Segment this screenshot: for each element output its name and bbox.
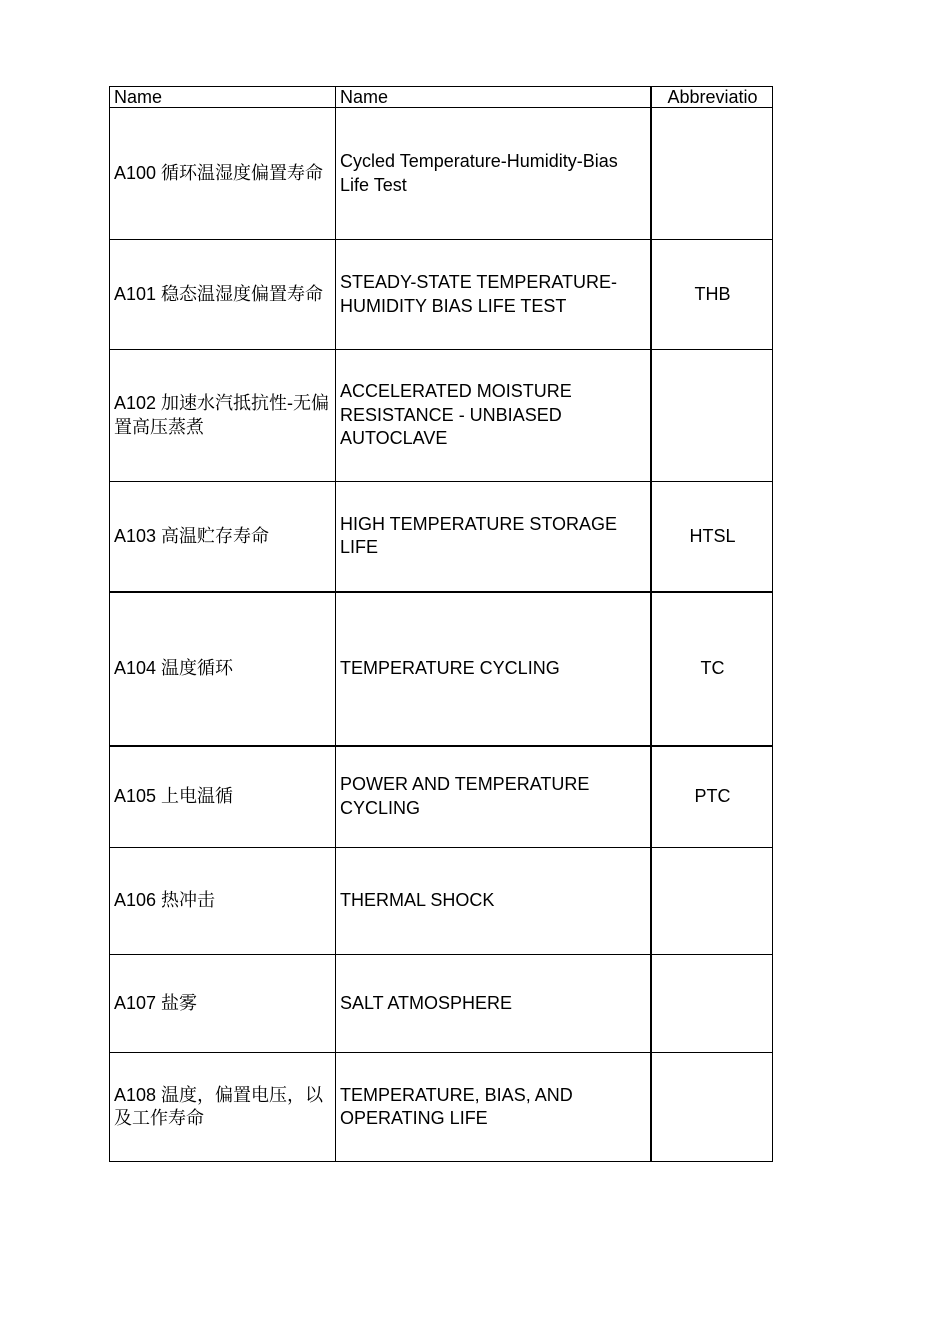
cell-name-cn: A108 温度，偏置电压，以及工作寿命 xyxy=(110,1053,336,1162)
table-row xyxy=(110,350,773,482)
header-cell-name-cn: Name xyxy=(110,87,336,108)
cell-name-en: TEMPERATURE, BIAS, AND OPERATING LIFE xyxy=(336,1053,652,1162)
cell-name-cn: A101 稳态温湿度偏置寿命 xyxy=(110,240,336,350)
cell-name-en: TEMPERATURE CYCLING xyxy=(336,592,652,746)
cell-abbreviation xyxy=(651,955,773,1053)
spreadsheet-table xyxy=(109,86,758,1162)
cell-abbreviation xyxy=(651,848,773,955)
cell-name-en: ACCELERATED MOISTURE RESISTANCE - UNBIASED AUTOCLAVE xyxy=(336,350,652,482)
header-row xyxy=(110,87,773,108)
table-row xyxy=(110,108,773,240)
cell-name-en: THERMAL SHOCK xyxy=(336,848,652,955)
cell-name-cn: A103 高温贮存寿命 xyxy=(110,482,336,592)
cell-name-cn: A107 盐雾 xyxy=(110,955,336,1053)
test-methods-table xyxy=(109,86,773,1162)
cell-name-en: STEADY-STATE TEMPERATURE-HUMIDITY BIAS LIFE TEST xyxy=(336,240,652,350)
cell-name-en: POWER AND TEMPERATURE CYCLING xyxy=(336,746,652,848)
cell-name-cn: A102 加速水汽抵抗性-无偏置高压蒸煮 xyxy=(110,350,336,482)
cell-name-en: SALT ATMOSPHERE xyxy=(336,955,652,1053)
cell-name-cn: A104 温度循环 xyxy=(110,592,336,746)
cell-name-cn: A106 热冲击 xyxy=(110,848,336,955)
table-row xyxy=(110,746,773,848)
cell-abbreviation xyxy=(651,1053,773,1162)
table-row xyxy=(110,482,773,592)
table-row xyxy=(110,592,773,746)
table-row xyxy=(110,240,773,350)
cell-abbreviation: PTC xyxy=(651,746,773,848)
header-cell-name-en: Name xyxy=(336,87,652,108)
cell-name-en: Cycled Temperature-Humidity-Bias Life Test xyxy=(336,108,652,240)
header-cell-abbreviation: Abbreviatio xyxy=(651,87,773,108)
cell-name-cn: A100 循环温湿度偏置寿命 xyxy=(110,108,336,240)
cell-name-cn: A105 上电温循 xyxy=(110,746,336,848)
table-row xyxy=(110,1053,773,1162)
table-row xyxy=(110,848,773,955)
table-row xyxy=(110,955,773,1053)
cell-abbreviation: THB xyxy=(651,240,773,350)
cell-abbreviation xyxy=(651,350,773,482)
cell-name-en: HIGH TEMPERATURE STORAGE LIFE xyxy=(336,482,652,592)
cell-abbreviation: HTSL xyxy=(651,482,773,592)
cell-abbreviation xyxy=(651,108,773,240)
cell-abbreviation: TC xyxy=(651,592,773,746)
